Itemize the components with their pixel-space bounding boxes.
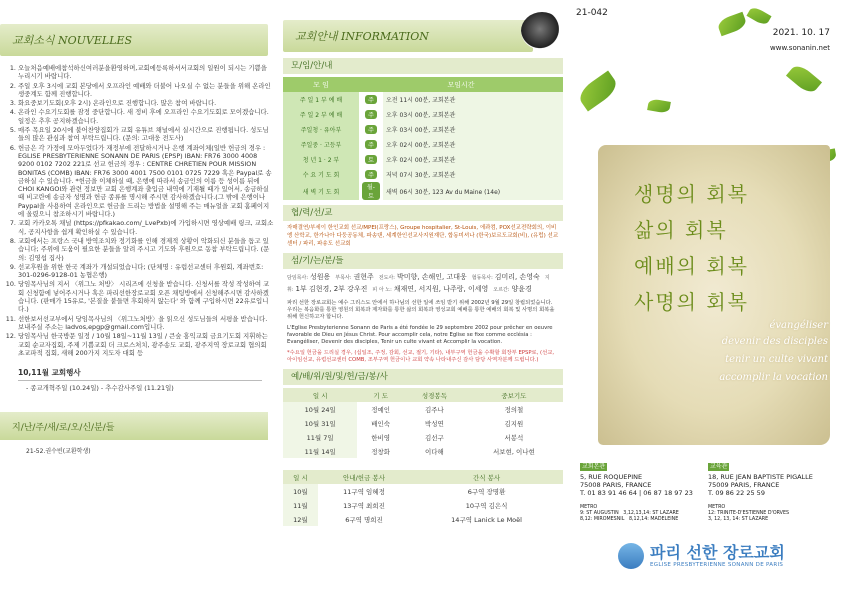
role-label: 전도사: [378, 275, 395, 281]
phone-line: T. 09 86 22 25 59 [708, 489, 765, 497]
address-line: 75008 PARIS, FRANCE [580, 481, 652, 489]
metro-main: METRO 9: ST AUGUSTIN 3,12,13,14: ST LAZARE 8,12: MIROMESNIL 8,12,14: MADELEINE [580, 505, 679, 522]
role-label: 오르간: [493, 287, 510, 293]
service-row [283, 137, 563, 152]
events-line: - 종교개혁주일 (10.24일) - 추수감사주일 (11.21일) [26, 384, 174, 393]
info-title: 교회안내 INFORMATION [295, 30, 429, 43]
service-day-badge: 주 [365, 140, 377, 149]
motto-fr: devenir des disciples [721, 336, 828, 347]
service-head-name: 모 임 [283, 77, 359, 92]
leaf-icon [786, 62, 822, 96]
duty-row [283, 430, 563, 444]
address-line: 18, RUE JEAN BAPTISTE PIGALLE [708, 473, 813, 481]
service-name: 청 년 1 · 2 부 [283, 152, 359, 167]
duty-cell: 11월 7일 [283, 430, 357, 444]
service-row [283, 122, 563, 137]
intro-korean: 파리 선한 장로교회는 예수 그리스도 안에서 하나님의 선한 일에 쓰임 받기 위해 2002년 9월 29일 창립되었습니다. 우리는 복음화를 통한 영원의 회복과 제자화를 통한 삶의 회복과 영성교회 예배를 통한 예배의 회복 및 사명의 회복을 위해 헌신하고자 합니다. [287, 300, 555, 320]
duty-head-intercession: 중보기도 [465, 388, 563, 402]
news-item: 3. 화요중보기도회(오후 2시) 온라인으로 진행합니다. 많은 참여 바랍니다. [18, 99, 274, 107]
care-cell: 12월 [283, 512, 318, 526]
gathering-title: 모/임/안/내 [283, 58, 563, 74]
issue-date: 2021. 10. 17 [772, 28, 830, 38]
slogan-line: 사명의 회복 [634, 290, 749, 314]
news-item: 9. 선교후원을 위한 한국 계좌가 개설되었습니다; (단체명 : 유럽선교센터 후원회, 계좌번호: 301-0296-9128-01 농협은행) [18, 263, 274, 280]
service-name: 주 일 2 부 예 배 [283, 107, 359, 122]
service-time: 오후 02시 00분, 교회본관 [383, 152, 563, 167]
service-day-badge: 주 [365, 125, 377, 134]
service-name: 주 일 1 부 예 배 [283, 92, 359, 107]
news-item: 4. 온라인 수요기도회를 잠정 중단합니다. 새 정비 후에 오프라인 수요기도회로 모이겠습니다. 일정은 추후 공지하겠습니다. [18, 108, 274, 125]
news-column [0, 0, 278, 595]
role-value: 1부 김현경, 2부 강우진 [295, 285, 368, 293]
service-row [283, 182, 563, 200]
motto-fr: accomplir la vocation [719, 372, 828, 383]
duty-head-prayer: 기 도 [357, 388, 404, 402]
duty-table [283, 388, 563, 458]
duty-cell: 정의철 [504, 405, 524, 414]
care-cell: 14구역 Lanick Le Moël [451, 515, 522, 524]
duty-cell: 배인숙 [371, 419, 391, 428]
leaf-icon [746, 5, 771, 26]
address-line: 5, RUE ROQUEPINE [580, 473, 643, 481]
service-row [283, 167, 563, 182]
role-value: 권현주 [353, 273, 374, 281]
duty-cell: 김지원 [504, 419, 524, 428]
duty-cell: 한비영 [371, 433, 391, 442]
service-day-badge: 월-토 [362, 182, 380, 200]
address-line: 75009 PARIS, FRANCE [708, 481, 780, 489]
role-value: 성원용 [310, 273, 331, 281]
service-name: 새 벽 기 도 회 [283, 182, 359, 200]
service-name: 수 요 기 도 회 [283, 167, 359, 182]
news-item: 12. 당임목사님 한국방문 일정 / 10월 18일~11월 13일 / 큰숲 홍익교회 금요기도회 지휘하는 교회 순교자집회, 주제 기쁨교회 더 크로스처치, 광주송도 교회, 광주지역 장로교회 협의회 초교파적 집회, 새해 200가지 지도자 대회 등 [18, 332, 274, 357]
mission-text: 자매결연/부세이 한인교회 선교/MPEI(프랑스), Groupe hospitalier, St-Louis, 에콰컴, POX선교전략회의, 이비엥 산학교, 한가나아 다둥공동체, 파송댄, 세계한인선교사지원재단, 합동미셔나 (한국)보르도교회(비), (유럽) 선교센터 / 파리, 파송도 선교회 [287, 225, 559, 247]
news-list [0, 64, 278, 357]
duty-title: 예/배/위/원/및/헌/금/봉/사 [283, 369, 563, 385]
care-table [283, 470, 563, 526]
care-head-snack: 간식 봉사 [410, 470, 563, 484]
visitors-title: 지/난/주/새/로/오/신/분/들 [12, 422, 115, 433]
website: www.sonanin.net [770, 44, 830, 52]
address-education [708, 462, 813, 497]
roles-list [283, 272, 563, 296]
news-title: 교회소식 NOUVELLES [12, 34, 133, 47]
care-cell: 13구역 최희진 [343, 501, 385, 510]
service-name: 주일중 · 고등부 [283, 137, 359, 152]
service-day-badge: 주 [365, 110, 377, 119]
slogan-line: 삶의 회복 [634, 218, 728, 242]
news-item: 5. 매주 목요일 20시에 불어찬양집회가 교회 유튜브 채널에서 실시간으로 진행됩니다. 성도님들의 많은 관심과 참여 부탁드립니다. (문의: 고대웅 전도사) [18, 126, 274, 143]
duty-cell: 10월 31일 [283, 416, 357, 430]
news-item: 8. 교회에서는 프랑스 국내 방역조치와 정기화를 인해 경제적 상황이 악화되신 분들을 돕고 있습니다; 주위에 도움이 필요한 분들을 알려 주시고 기도와 후원으로 동참 부탁드립니다. (문의: 김영섭 집사) [18, 237, 274, 262]
mission-title: 협/력/선/교 [283, 205, 563, 221]
slogan-line: 예배의 회복 [634, 254, 749, 278]
serve-title: 섬/기/는/분/들 [283, 253, 563, 269]
care-head-date: 일 시 [283, 470, 318, 484]
role-label: 부목사: [335, 275, 352, 281]
role-value: 양윤경 [511, 285, 532, 293]
role-value: 박미향, 손해인, 고대웅 [396, 273, 467, 281]
duty-cell: 이다해 [425, 447, 444, 456]
news-item: 7. 교회 카카오톡 채널 (https://pfkakao.com/_LvePxb)에 가입하시면 영상예배 링크, 교회소식, 공지사항을 쉽게 확인하실 수 있습니다. [18, 219, 274, 236]
visitors-line: 21-52.권수빈(교환학생) [26, 448, 91, 456]
service-row [283, 152, 563, 167]
church-logo-icon [618, 543, 644, 569]
duty-cell: 서봉석 [504, 433, 524, 442]
service-time: 오후 02시 00분, 교회본관 [383, 137, 563, 152]
care-cell: 11월 [283, 498, 318, 512]
slogan-line: 생명의 회복 [634, 182, 749, 206]
duty-cell: 서보현, 이나현 [493, 447, 535, 456]
role-value: 김미리, 손영숙 [494, 273, 540, 281]
service-table [283, 77, 563, 200]
service-time: 새벽 06시 30분, 123 Av du Maine (14e) [383, 182, 563, 200]
motto-fr: tenir un culte vivant [725, 354, 828, 365]
cover-column [568, 0, 842, 595]
leaf-icon [575, 71, 620, 112]
role-label: 지 휘: [287, 275, 550, 293]
news-item: 6. 헌금은 각 가정에 모아두었다가 재정부에 전달하시거나 은행 계좌이체(일반 헌금의 경우 : EGLISE PRESBYTERIENNE SONANN DE PARIS (EPSP) IBAN: FR76 3000 4008 9200 0102 7202 221로 선교 헌금의 경우 : CENTRE CHRETIEN POUR MISSION BONITAS (COMB) IBAN: FR76 3000 4001 7500 0101 0725 7229 혹은 Paypal로 송금하실 수 있습니다. *헌금을 이체하실 때, 은행에 따라서 송금인의 이름 등 성이름 뒤에 CHOI KANGOI와 관련 정보만 교회 은행계좌 출입금 내역에 기재될 때가 있어서, 송금하실 때 비고란에 송금자 성명과 헌금 종류를 명시해 주시면 감사하겠습니다.(그 밖에 은행이나 Paypal을 사용하여 온라인으로 헌금을 드리는 방법을 설명해 주는 매뉴얼을 교회 홈페이지에 올렸으니 참조하시기 바랍니다.) [18, 144, 274, 219]
duty-cell: 정예인 [371, 405, 391, 414]
church-name-kr: 파리 선한 장로교회 [650, 543, 785, 562]
service-time: 오후 03시 00분, 교회본관 [383, 107, 563, 122]
leaf-icon [647, 98, 671, 114]
events-title: 10,11월 교회행사 [18, 367, 262, 381]
intro-french: L'Eglise Presbyterienne Sonann de Paris a été fondée le 29 septembre 2002 pour prêcher en oeuvre favorable de Dieu en Jésus Christ. Pour accomplir cela, notre Eglise se fixe comme ecclésia : Evangéliser, Devenir des disciples, Tenir un culte vivant et Accomplir la vocation. [287, 325, 553, 345]
care-cell: 6구역 명희진 [345, 515, 383, 524]
service-name: 주일청 · 유아부 [283, 122, 359, 137]
service-time: 오전 11시 00분, 교회본관 [383, 92, 563, 107]
duty-row [283, 444, 563, 458]
care-cell: 10월 [283, 484, 318, 498]
offering-notice: *수요일 헌금을 드리실 경우, (십일조, 주정, 감회, 선교, 절기, 기타), 내부구역 헌금을 수확할 회장부 EPSP로, (선교, 아이임선교, 유럽선교센터 COMB, 조부구역 헌금이나 교회 약속 나타내주신 감사 담당 사역자분께 드립니다.) [287, 350, 555, 363]
leaf-icon [716, 12, 748, 37]
duty-cell: 10월 24일 [283, 402, 357, 416]
service-day-badge: 주 [365, 95, 377, 104]
service-row [283, 107, 563, 122]
duty-cell: 11월 14일 [283, 444, 357, 458]
address-main [580, 462, 693, 497]
care-cell: 6구역 장명환 [467, 487, 506, 496]
duty-row [283, 416, 563, 430]
service-row [283, 92, 563, 107]
news-item: 10. 당임목사님의 지서 〈위그노 처방〉 시리즈에 신청을 받습니다. 신청서를 작성 작성하여 교회 신청함에 넣어주시거나 혹은 파리선한장로교회 오픈 채팅방에서 신청해주시면 감사하겠습니다. (판매가 15유로, '본질을 붙들면 후회하지 않는다' 와 함께 구입하시면 22유로입니다.) [18, 280, 274, 313]
address-main-tag: 교회본관 [582, 463, 606, 470]
issue-number: 21-042 [576, 8, 608, 18]
service-time: 오후 03시 00분, 교회본관 [383, 122, 563, 137]
duty-cell: 정창화 [371, 447, 391, 456]
role-label: 협동목사: [471, 275, 493, 281]
news-item: 11. 선한보서선교부에서 당임목사님의 〈위그노처방〉을 읽으신 성도님들의 서평을 받습니다. 보내주실 주소는 ladvos,epgp@gmail.com입니다. [18, 315, 274, 332]
service-time: 저녁 07시 30분, 교회본관 [383, 167, 563, 182]
metro-education: METRO 12: TRINITE-D'ESTIENNE D'ORVES 3, 12, 13, 14: ST LAZARE [708, 505, 790, 522]
news-header [0, 24, 268, 56]
care-row [283, 512, 563, 526]
church-name-fr: EGLISE PRESBYTERIENNE SONANN DE PARIS [650, 562, 784, 568]
service-head-time: 모임시간 [359, 77, 563, 92]
care-row [283, 484, 563, 498]
care-cell: 10구역 김은식 [465, 501, 508, 510]
duty-row [283, 402, 563, 416]
rose-image [521, 12, 563, 50]
info-column [283, 0, 563, 595]
news-item: 1. 오늘처음예배에참석하신여러분을환영하며,교회에등록하셔서교회의 일원이 되시는 기쁨을 누리시기 바랍니다. [18, 64, 274, 81]
duty-head-date: 일 시 [283, 388, 357, 402]
visitors-header [0, 412, 268, 440]
care-cell: 11구역 임혜정 [343, 487, 385, 496]
role-value: 채재연, 서지원, 나주랑, 이세영 [393, 285, 489, 293]
role-label: 담임목사: [287, 275, 309, 281]
duty-cell: 박성연 [425, 419, 444, 428]
service-day-badge: 토 [365, 155, 377, 164]
motto-fr: évangéliser [769, 320, 828, 331]
duty-cell: 김주나 [425, 405, 444, 414]
care-row [283, 498, 563, 512]
role-label: 피 아 노: [372, 287, 392, 293]
care-head-guide: 안내/헌금 봉사 [318, 470, 410, 484]
info-header [283, 20, 533, 52]
church-logo [618, 540, 828, 576]
phone-line: T. 01 83 91 46 64 | 06 87 18 97 23 [580, 489, 693, 497]
duty-head-reading: 성경봉독 [404, 388, 465, 402]
news-item: 2. 주일 오후 3시에 교회 본당에서 오프라인 예배와 더불어 나오실 수 없는 분들을 위해 온라인 생중계도 함께 진행합니다. [18, 82, 274, 99]
duty-cell: 김선구 [425, 433, 444, 442]
service-day-badge: 주 [365, 170, 377, 179]
address-education-tag: 교육관 [710, 463, 728, 470]
